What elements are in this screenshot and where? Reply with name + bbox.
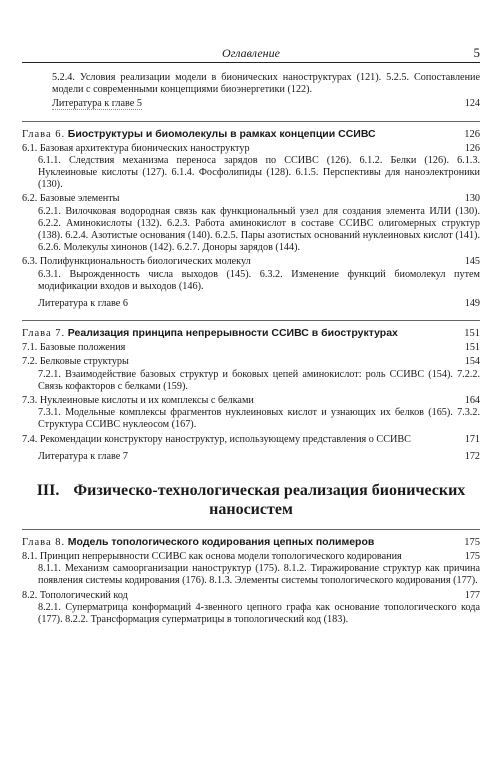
toc-part-3[interactable]	[22, 481, 480, 519]
header-title: Оглавление	[222, 46, 280, 60]
toc-subsections-8-1: 8.1.1. Механизм самоорганизации наноструктур (175). 8.1.2. Тиражирование структур как причина появления системы кодирования (176). 8.1.3. Элементы системы топологического кодирования (177).	[38, 563, 480, 587]
section-title: 6.2. Базовые элементы	[22, 193, 120, 205]
toc-literature-7[interactable]	[22, 451, 480, 463]
toc-section-6-2[interactable]	[22, 193, 480, 205]
section-page: 154	[464, 356, 480, 368]
chapter-page: 151	[464, 328, 480, 340]
toc-subsections-7-2: 7.2.1. Взаимодействие базовых структур и боковых цепей аминокислот: роль ССИВС (154). 7.2.2. Связь кофакторов с белками (159).	[38, 368, 480, 392]
toc-subsections-6-3: 6.3.1. Вырожденность числа выходов (145). 6.3.2. Изменение функций биомолекул путем модификации входов и выходов (146).	[38, 268, 480, 292]
toc-subsections-8-2: 8.2.1. Суперматрица конформаций 4-звенного цепного графа как основание топологического кода (177). 8.2.2. Трансформация суперматрицы в топологический код (183).	[38, 601, 480, 626]
part-number: III.	[36, 482, 60, 500]
section-title: 7.1. Базовые положения	[22, 342, 126, 354]
literature-label: Литература к главе 6	[38, 298, 128, 310]
toc-literature-6[interactable]	[22, 298, 480, 310]
chapter-label: Глава 7.	[22, 328, 66, 340]
toc-chapter-6[interactable]	[22, 121, 480, 141]
section-page: 164	[464, 395, 480, 407]
section-page: 175	[464, 551, 480, 563]
toc-section-8-2[interactable]	[22, 590, 480, 602]
section-title: 6.3. Полифункциональность биологических молекул	[22, 256, 251, 268]
literature-label: Литература к главе 5	[52, 98, 142, 110]
chapter-title: Реализация принципа непрерывности ССИВС в биоструктурах	[67, 327, 398, 340]
chapter-label: Глава 8.	[22, 537, 66, 549]
section-title: 6.1. Базовая архитектура бионических наноструктур	[22, 142, 250, 154]
page-number: 5	[473, 45, 480, 60]
chapter-page: 126	[464, 128, 480, 140]
toc-section-7-2[interactable]	[22, 356, 480, 368]
section-title: 7.2. Белковые структуры	[22, 356, 129, 368]
section-title: 7.4. Рекомендации конструктору наноструктур, использующему представления о ССИВС	[22, 433, 411, 445]
literature-page: 149	[464, 298, 480, 310]
toc-section-7-3[interactable]	[22, 395, 480, 407]
toc-subsections-6-2: 6.2.1. Вилочковая водородная связь как функциональный узел для создания элемента ИЛИ (130). 6.2.2. Аминокислоты (132). 6.2.3. Работа аминокислот в составе ССИВС олигомерных структур (138). 6.2.4. Азотистые основания (140). 6.2.5. Пары азотистых оснований нуклеиновых кислот (141). 6.2.6. Молекулы хинонов (142). 6.2.7. Доноры зарядов (144).	[38, 205, 480, 254]
chapter-title: Биоструктуры и биомолекулы в рамках концепции ССИВС	[67, 127, 376, 140]
section-page: 171	[464, 433, 480, 445]
toc-section-6-1[interactable]	[22, 143, 480, 155]
toc-subsections-5-2: 5.2.4. Условия реализации модели в бионических наноструктурах (121). 5.2.5. Сопоставление модели с современными концепциями биоэнергетики (122).	[52, 72, 480, 96]
literature-label: Литература к главе 7	[38, 450, 128, 462]
chapter-label: Глава 6.	[22, 128, 66, 140]
section-title: 7.3. Нуклеиновые кислоты и их комплексы с белками	[22, 395, 254, 407]
part-title: Физическо-технологическая реализация бионических наносистем	[73, 482, 466, 519]
toc-section-6-3[interactable]	[22, 256, 480, 268]
toc-literature-5[interactable]	[22, 98, 480, 110]
section-page: 130	[464, 193, 480, 205]
toc-subsections-6-1: 6.1.1. Следствия механизма переноса зарядов по ССИВС (126). 6.1.2. Белки (126). 6.1.3. Нуклеиновые кислоты (127). 6.1.4. Фосфолипиды (128). 6.1.5. Перспективы для наноэлектроники (130).	[38, 154, 480, 191]
toc-section-7-1[interactable]	[22, 342, 480, 354]
section-page: 145	[464, 256, 480, 268]
toc-section-8-1[interactable]	[22, 551, 480, 563]
toc-chapter-8[interactable]	[22, 529, 480, 549]
running-header	[22, 44, 480, 63]
toc-body	[22, 72, 480, 626]
section-page: 126	[464, 142, 480, 154]
toc-chapter-7[interactable]	[22, 320, 480, 340]
literature-page: 172	[464, 450, 480, 462]
toc-section-7-4[interactable]	[22, 434, 480, 446]
literature-page: 124	[464, 98, 480, 110]
section-page: 151	[464, 342, 480, 354]
chapter-page: 175	[464, 537, 480, 549]
section-title: 8.2. Топологический код	[22, 589, 128, 601]
section-title: 8.1. Принцип непрерывности ССИВС как основа модели топологического кодирования	[22, 551, 402, 563]
section-page: 177	[464, 589, 480, 601]
toc-subsections-7-3: 7.3.1. Модельные комплексы фрагментов нуклеиновых кислот и узнающих их белков (165). 7.3.2. Структура ССИВС нуклеосом (167).	[38, 407, 480, 431]
chapter-title: Модель топологического кодирования цепных полимеров	[67, 536, 375, 549]
